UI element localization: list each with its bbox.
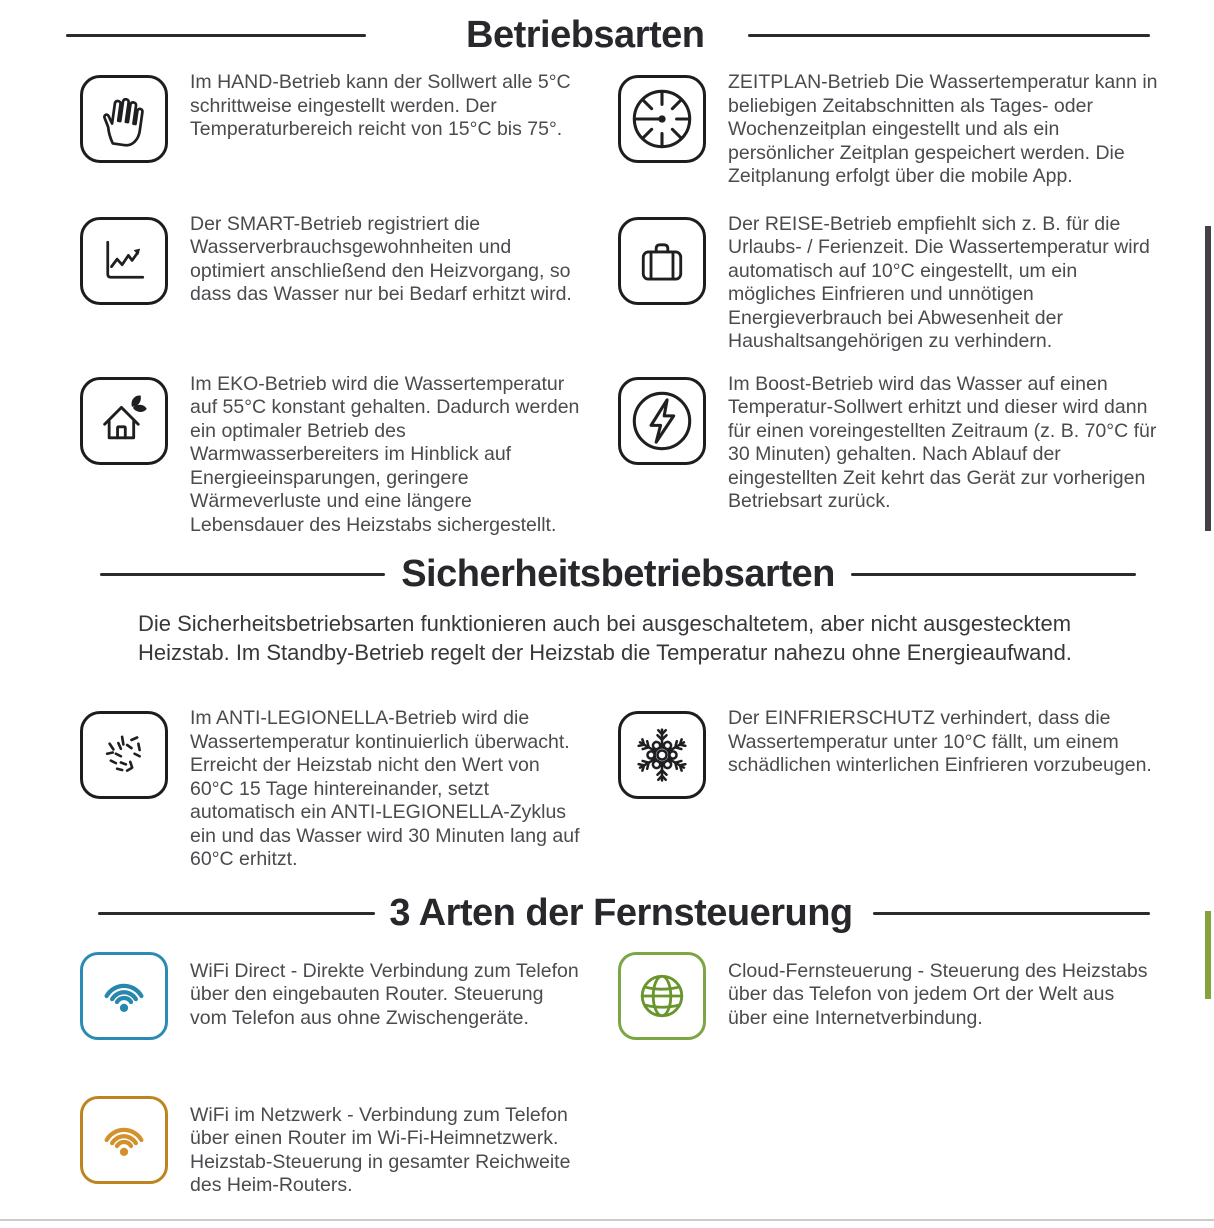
wifi-icon xyxy=(80,952,168,1040)
bottom-rule xyxy=(0,1219,1214,1221)
eco-house-icon xyxy=(80,377,168,465)
mode-row xyxy=(0,371,1214,538)
scan-artifact xyxy=(1205,911,1211,999)
mode-description: Im HAND-Betrieb kann der Sollwert alle 5°C schrittweise eingestellt werden. Der Temperaturbereich reicht von 15°C bis 75°. xyxy=(190,71,571,140)
scan-artifact xyxy=(1205,226,1211,531)
remote-row xyxy=(0,946,1214,1040)
clock-icon xyxy=(618,75,706,163)
header-rule-right xyxy=(873,912,1150,915)
header-rule-right xyxy=(851,573,1136,576)
mode-row xyxy=(0,69,1214,189)
remote-description: Cloud-Fernsteuerung - Steuerung des Heizstabs über das Telefon von jedem Ort der Welt aus über eine Internetverbindung. xyxy=(728,959,1148,1029)
mode-description: Der REISE-Betrieb empfiehlt sich z. B. für die Urlaubs- / Ferienzeit. Die Wassertemperatur wird automatisch auf 10°C eingestellt, um ein mögliches Einfrieren und unnötigen Energieverbrauch bei Abwesenheit der Haushaltsangehörigen zu verhindern. xyxy=(728,212,1150,352)
section-header-betriebsarten xyxy=(66,14,1150,57)
mode-row xyxy=(0,705,1214,872)
globe-icon xyxy=(618,952,706,1040)
section-title: 3 Arten der Fernsteuerung xyxy=(389,891,853,934)
mode-zeitplan-item xyxy=(618,69,1158,189)
header-rule-right xyxy=(748,34,1150,37)
lightning-bolt-icon xyxy=(618,377,706,465)
mode-description: Im Boost-Betrieb wird das Wasser auf einen Temperatur-Sollwert erhitzt und dieser wird dann für einen voreingestellten Zeitraum (z. B. 70°C für 30 Minuten) gehalten. Nach Ablauf der eingestellten Zeit kehrt das Gerät zur vorherigen Betriebsart zurück. xyxy=(728,372,1157,512)
mode-smart-item xyxy=(80,211,585,354)
cloud-remote-item xyxy=(618,946,1158,1040)
suitcase-icon xyxy=(618,217,706,305)
wifi-direct-item xyxy=(80,946,585,1040)
mode-description: Der SMART-Betrieb registriert die Wasserverbrauchsgewohnheiten und optimiert anschließend den Heizvorgang, so dass das Wasser nur bei Bedarf erhitzt wird. xyxy=(190,212,572,305)
section-header-fernsteuerung xyxy=(98,892,1150,935)
wifi-icon xyxy=(80,1096,168,1184)
section-title: Betriebsarten xyxy=(466,14,705,56)
wifi-network-item xyxy=(80,1090,585,1198)
mode-boost-item xyxy=(618,371,1158,538)
remote-description: WiFi im Netzwerk - Verbindung zum Telefon über einen Router im Wi-Fi-Heimnetzwerk. Heizstab-Steuerung in gesamter Reichweite des Heim-Routers. xyxy=(190,1103,571,1196)
bacteria-icon xyxy=(80,711,168,799)
safety-modes-description: Die Sicherheitsbetriebsarten funktionieren auch bei ausgeschaltetem, aber nicht ausgestecktem Heizstab. Im Standby-Betrieb regelt der Heizstab die Temperatur nahezu ohne Energieaufwand. xyxy=(138,611,1072,665)
header-rule-left xyxy=(98,912,375,915)
mode-description: ZEITPLAN-Betrieb Die Wassertemperatur kann in beliebigen Zeitabschnitten als Tages- oder Wochenzeitplan eingestellt und als ein persönlicher Zeitplan gespeichert werden. Die Zeitplanung erfolgt über die mobile App. xyxy=(728,71,1158,187)
mode-reise-item xyxy=(618,211,1158,354)
mode-description: Im EKO-Betrieb wird die Wassertemperatur auf 55°C konstant gehalten. Dadurch werden ein optimaler Betrieb des Warmwasserbereiters im Hinblick auf Energieeinsparungen, geringere Wärmeverluste und eine längere Lebensdauer des Heizstabs sichergestellt. xyxy=(190,372,580,536)
remote-description: WiFi Direct - Direkte Verbindung zum Telefon über den eingebauten Router. Steuerung vom Telefon aus ohne Zwischengeräte. xyxy=(190,959,579,1029)
mode-description: Der EINFRIERSCHUTZ verhindert, dass die Wassertemperatur unter 10°C fällt, um einem schädlichen winterlichen Einfrieren vorzubeugen. xyxy=(728,707,1152,776)
mode-hand-item xyxy=(80,69,585,189)
mode-eko-item xyxy=(80,371,585,538)
mode-description: Im ANTI-LEGIONELLA-Betrieb wird die Wassertemperatur kontinuierlich überwacht. Erreicht der Heizstab nicht den Wert von 60°C 15 Tage hintereinander, setzt automatisch ein ANTI-LEGIONELLA-Zyklus ein und das Wasser wird 30 Minuten lang auf 60°C erhitzt. xyxy=(190,707,580,870)
remote-row xyxy=(0,1090,1214,1198)
hand-icon xyxy=(80,75,168,163)
header-rule-left xyxy=(66,34,366,37)
mode-anti-legionella-item xyxy=(80,705,585,872)
line-chart-icon xyxy=(80,217,168,305)
mode-row xyxy=(0,211,1214,354)
section-title: Sicherheitsbetriebsarten xyxy=(401,553,835,595)
snowflake-icon xyxy=(618,711,706,799)
section-header-sicherheitsbetriebsarten xyxy=(100,553,1136,596)
mode-einfrierschutz-item xyxy=(618,705,1158,872)
header-rule-left xyxy=(100,573,385,576)
